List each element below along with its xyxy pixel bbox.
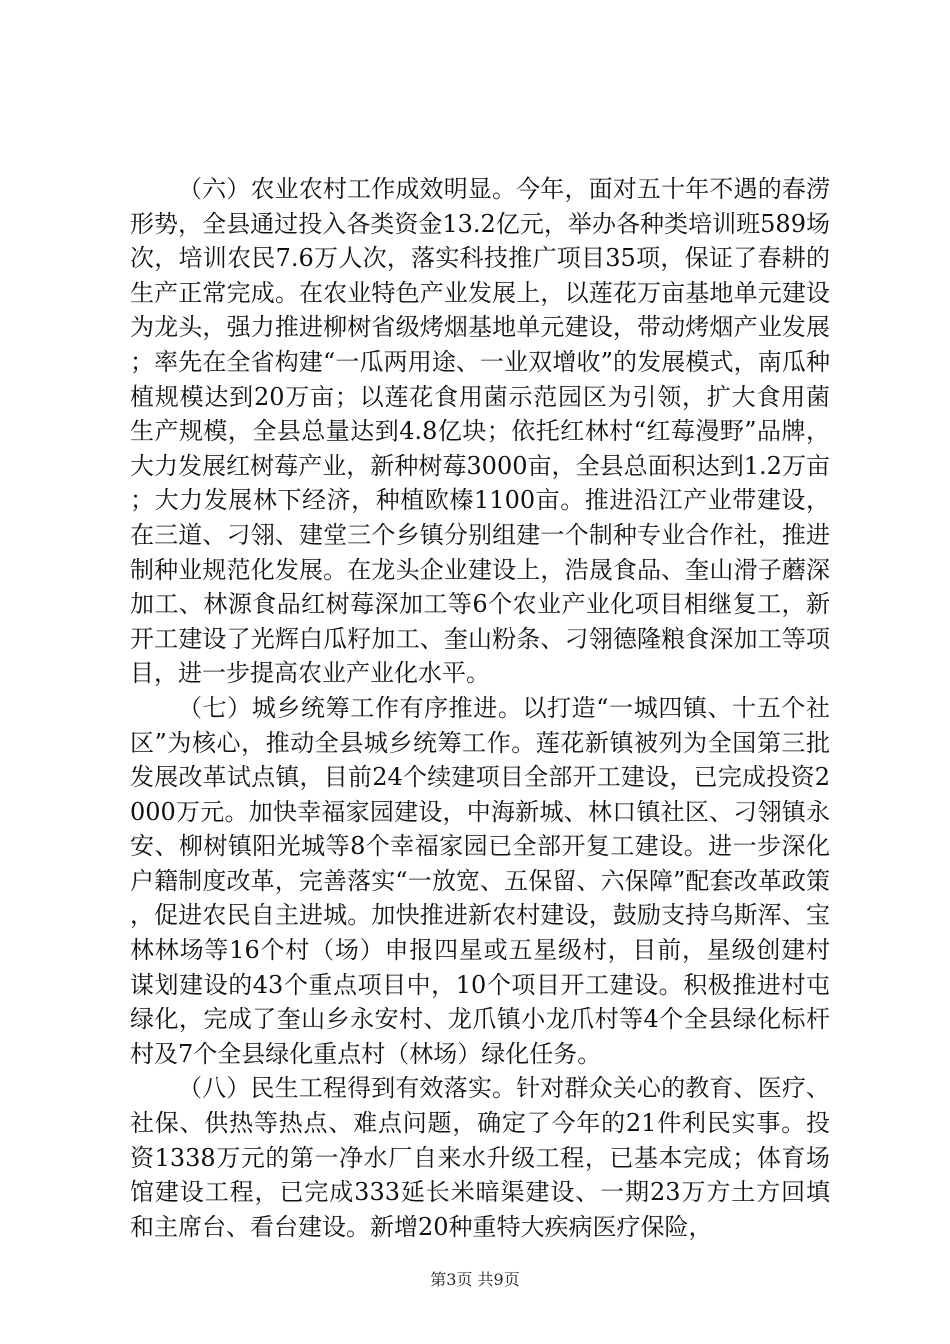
paragraph-livelihood: （八）民生工程得到有效落实。针对群众关心的教育、医疗、社保、供热等热点、难点问题，确定了今年的21件利民实事。投资1338万元的第一净水厂自来水升级工程，已基本完成；体育场馆建设工程，已完成333延长米暗渠建设、一期23万方土方回填和主席台、看台建设。新增20种重特大疾病医疗保险， [130,1074,830,1241]
page-number-footer: 第3页 共9页 [430,1270,520,1289]
paragraph-agriculture: （六）农业农村工作成效明显。今年，面对五十年不遇的春涝形势，全县通过投入各类资金13.2亿元，举办各种类培训班589场次，培训农民7.6万人次，落实科技推广项目35项，保证了春耕的生产正常完成。在农业特色产业发展上，以莲花万亩基地单元建设为龙头，强力推进柳树省级烤烟基地单元建设，带动烤烟产业发展；率先在全省构建“一瓜两用途、一业双增收”的发展模式，南瓜种植规模达到20万亩；以莲花食用菌示范园区为引领，扩大食用菌生产规模，全县总量达到4.8亿块；依托红林村“红莓漫野”品牌，大力发展红树莓产业，新种树莓3000亩，全县总面积达到1.2万亩；大力发展林下经济，种植欧榛1100亩。推进沿江产业带建设，在三道、刁翎、建堂三个乡镇分别组建一个制种专业合作社，推进制种业规范化发展。在龙头企业建设上，浩晟食品、奎山滑子蘑深加工、林源食品红树莓深加工等6个农业产业化项目相继复工，新开工建设了光辉白瓜籽加工、奎山粉条、刁翎德隆粮食深加工等项目，进一步提高农业产业化水平。 [130,175,830,688]
paragraph-urban-rural: （七）城乡统筹工作有序推进。以打造“一城四镇、十五个社区”为核心，推动全县城乡统筹工作。莲花新镇被列为全国第三批发展改革试点镇，目前24个续建项目全部开工建设，已完成投资2000万元。加快幸福家园建设，中海新城、林口镇社区、刁翎镇永安、柳树镇阳光城等8个幸福家园已全部开复工建设。进一步深化户籍制度改革，完善落实“一放宽、五保留、六保障”配套改革政策，促进农民自主进城。加快推进新农村建设，鼓励支持乌斯浑、宝林林场等16个村（场）申报四星或五星级村，目前，星级创建村谋划建设的43个重点项目中，10个项目开工建设。积极推进村屯绿化，完成了奎山乡永安村、龙爪镇小龙爪村等4个全县绿化标杆村及7个全县绿化重点村（林场）绿化任务。 [130,693,830,1068]
document-body [130,172,830,1244]
